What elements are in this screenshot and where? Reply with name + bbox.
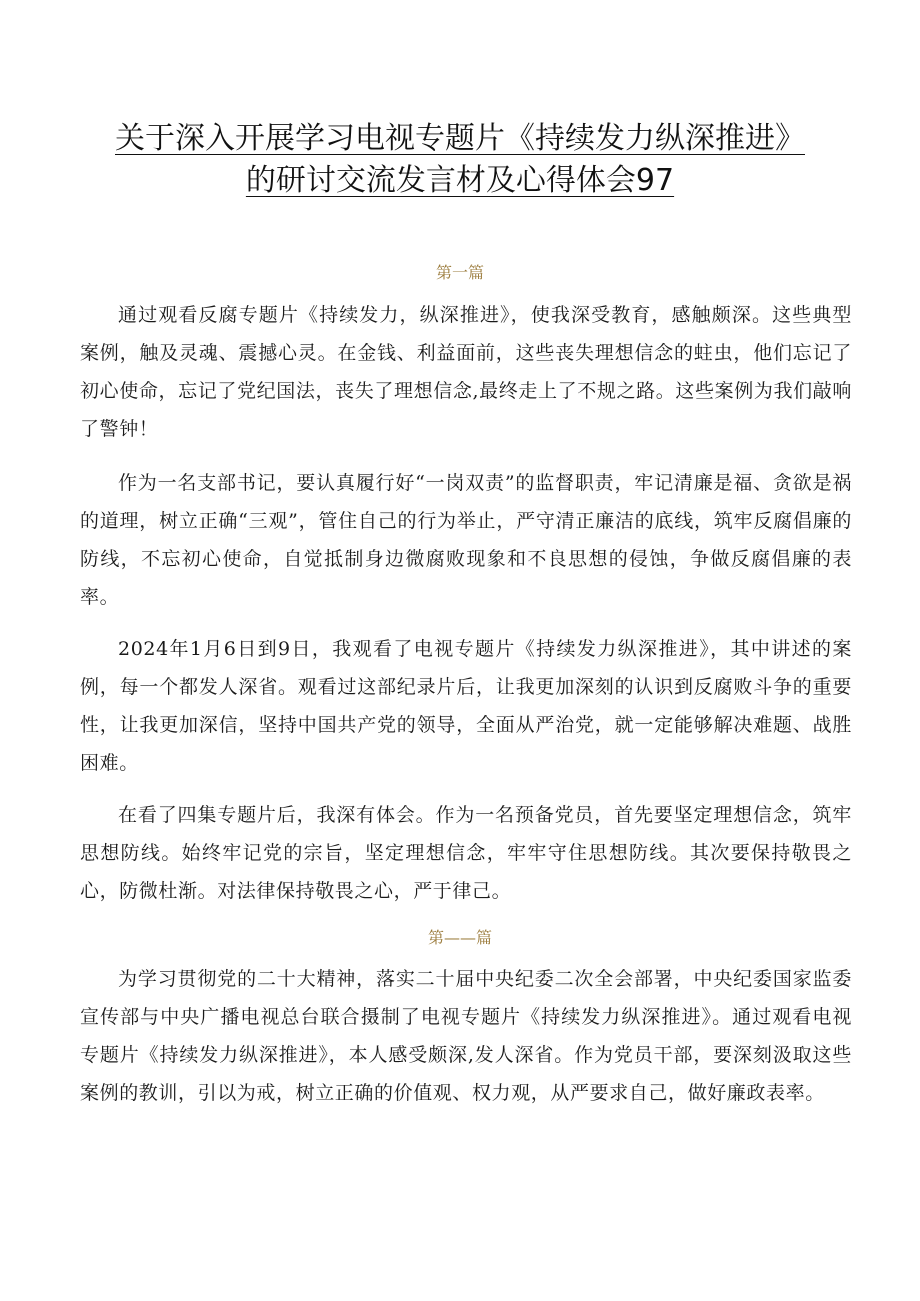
section-heading-2: 第——篇 xyxy=(427,928,492,947)
document-title-line-1: 关于深入开展学习电视专题片《持续发力纵深推进》 xyxy=(115,121,805,156)
paragraph-5: 为学习贯彻党的二十大精神，落实二十届中央纪委二次全会部署，中央纪委国家监委宣传部与中央广播电视总台联合摄制了电视专题片《持续发力纵深推进》。通过观看电视专题片《持续发力纵深推进》，本人感受颇深,发人深省。作为党员干部，要深刻汲取这些案例的教训，引以为戒，树立正确的价值观、权力观，从严要求自己，做好廉政表率。 xyxy=(80,968,852,1104)
paragraph-1: 通过观看反腐专题片《持续发力，纵深推进》，使我深受教育，感触颇深。这些典型案例，触及灵魂、震撼心灵。在金钱、利益面前，这些丧失理想信念的蛀虫，他们忘记了初心使命，忘记了党纪国法，丧失了理想信念,最终走上了不规之路。这些案例为我们敲响了警钟！ xyxy=(80,304,852,440)
section-heading-1: 第一篇 xyxy=(435,263,484,282)
paragraph-2: 作为一名支部书记，要认真履行好“一岗双责”的监督职责，牢记清廉是福、贪欲是祸的道理，树立正确“三观”，管住自己的行为举止，严守清正廉洁的底线，筑牢反腐倡廉的防线，不忘初心使命，自觉抵制身边微腐败现象和不良思想的侵蚀，争做反腐倡廉的表率。 xyxy=(80,472,852,608)
paragraph-4: 在看了四集专题片后，我深有体会。作为一名预备党员，首先要坚定理想信念，筑牢思想防线。始终牢记党的宗旨，坚定理想信念，牢牢守住思想防线。其次要保持敬畏之心，防微杜渐。对法律保持敬畏之心，严于律己。 xyxy=(80,804,852,902)
document-title-line-2: 的研讨交流发言材及心得体会97 xyxy=(245,163,675,198)
paragraph-3: 2024年1月6日到9日，我观看了电视专题片《持续发力纵深推进》，其中讲述的案例，每一个都发人深省。观看过这部纪录片后，让我更加深刻的认识到反腐败斗争的重要性，让我更加深信，坚持中国共产党的领导，全面从严治党，就一定能够解决难题、战胜困难。 xyxy=(80,638,852,774)
